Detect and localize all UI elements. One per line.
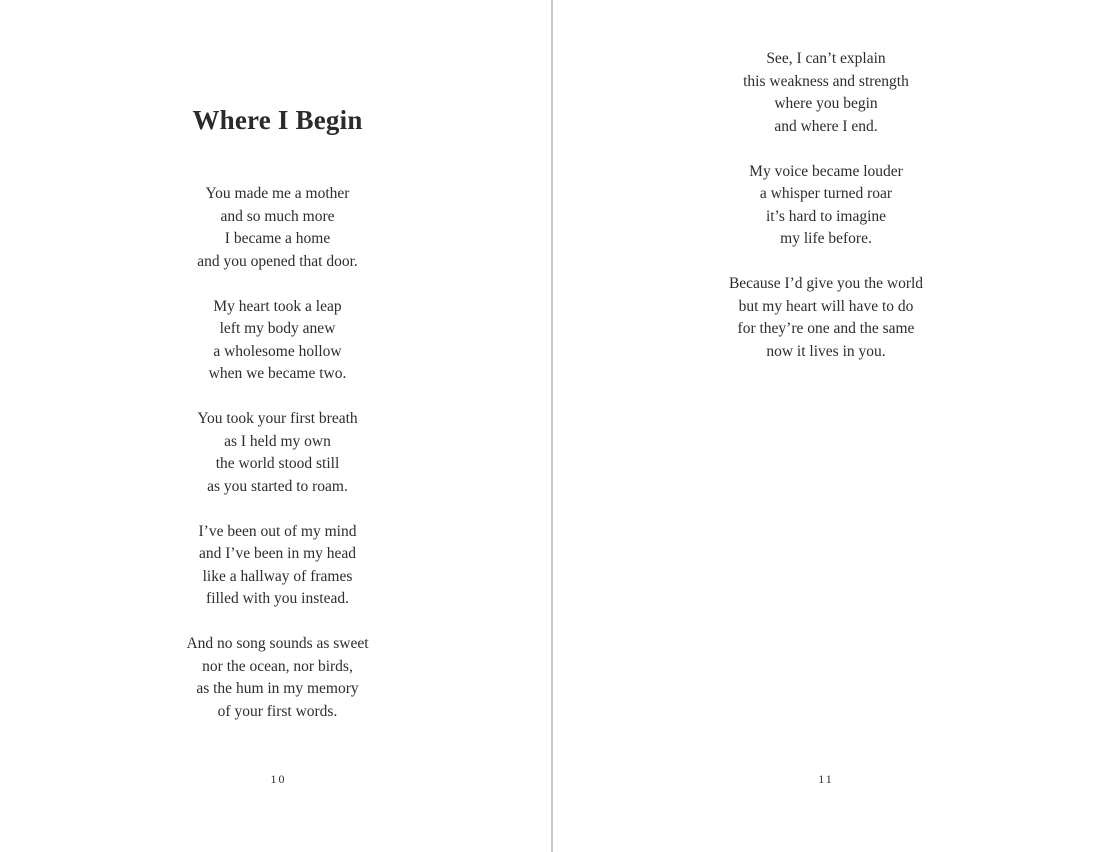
left-page <box>0 0 551 852</box>
poem-line: and where I end. <box>774 117 878 135</box>
poem-line: as the hum in my memory <box>196 680 359 697</box>
poem-line: like a hallway of frames <box>202 567 353 585</box>
poem-line: my life before. <box>780 230 872 247</box>
poem-line: a wholesome hollow <box>213 342 342 360</box>
stanza <box>0 408 555 498</box>
poem-line: I’ve been out of my mind <box>198 522 357 540</box>
poem-line: the world stood still <box>215 455 340 472</box>
stanza <box>553 48 1099 138</box>
poem-line: this weakness and strength <box>743 72 909 90</box>
stanza <box>0 633 555 723</box>
poem-line: a whisper turned roar <box>759 185 893 202</box>
poem-line: for they’re one and the same <box>737 320 915 337</box>
poem-line: filled with you instead. <box>206 590 349 607</box>
poem-line: but my heart will have to do <box>738 297 914 315</box>
poem-line: You took your first breath <box>197 410 358 427</box>
poem-line: nor the ocean, nor birds, <box>202 657 353 675</box>
poem-line: now it lives in you. <box>766 342 886 360</box>
poem-line: and I’ve been in my head <box>198 545 357 562</box>
poem-line: I became a home <box>224 230 331 247</box>
poem-line: and so much more <box>220 207 335 225</box>
poem-title: Where I Begin <box>192 105 363 136</box>
poem-body-left <box>0 183 555 746</box>
poem-line: You made me a mother <box>205 185 350 202</box>
stanza <box>0 183 555 273</box>
poem-line: See, I can’t explain <box>766 50 886 67</box>
stanza <box>0 521 555 611</box>
page-number: 11 <box>818 772 834 786</box>
poem-line: Because I’d give you the world <box>728 275 924 292</box>
poem-body-right <box>553 48 1099 386</box>
right-page <box>553 0 1105 852</box>
stanza <box>553 161 1099 251</box>
poem-line: and you opened that door. <box>197 252 358 270</box>
poem-line: it’s hard to imagine <box>765 207 887 225</box>
poem-line: My heart took a leap <box>213 297 342 315</box>
poem-line: when we became two. <box>208 365 347 382</box>
poem-line: left my body anew <box>219 320 336 337</box>
poem-line: as you started to roam. <box>207 477 348 495</box>
poem-line: where you begin <box>774 95 878 112</box>
poem-line: of your first words. <box>217 702 338 720</box>
poem-line: My voice became louder <box>749 162 903 180</box>
stanza <box>553 273 1099 363</box>
poem-line: And no song sounds as sweet <box>186 635 369 652</box>
poem-line: as I held my own <box>224 432 331 450</box>
stanza <box>0 296 555 386</box>
page-number: 10 <box>270 772 287 786</box>
